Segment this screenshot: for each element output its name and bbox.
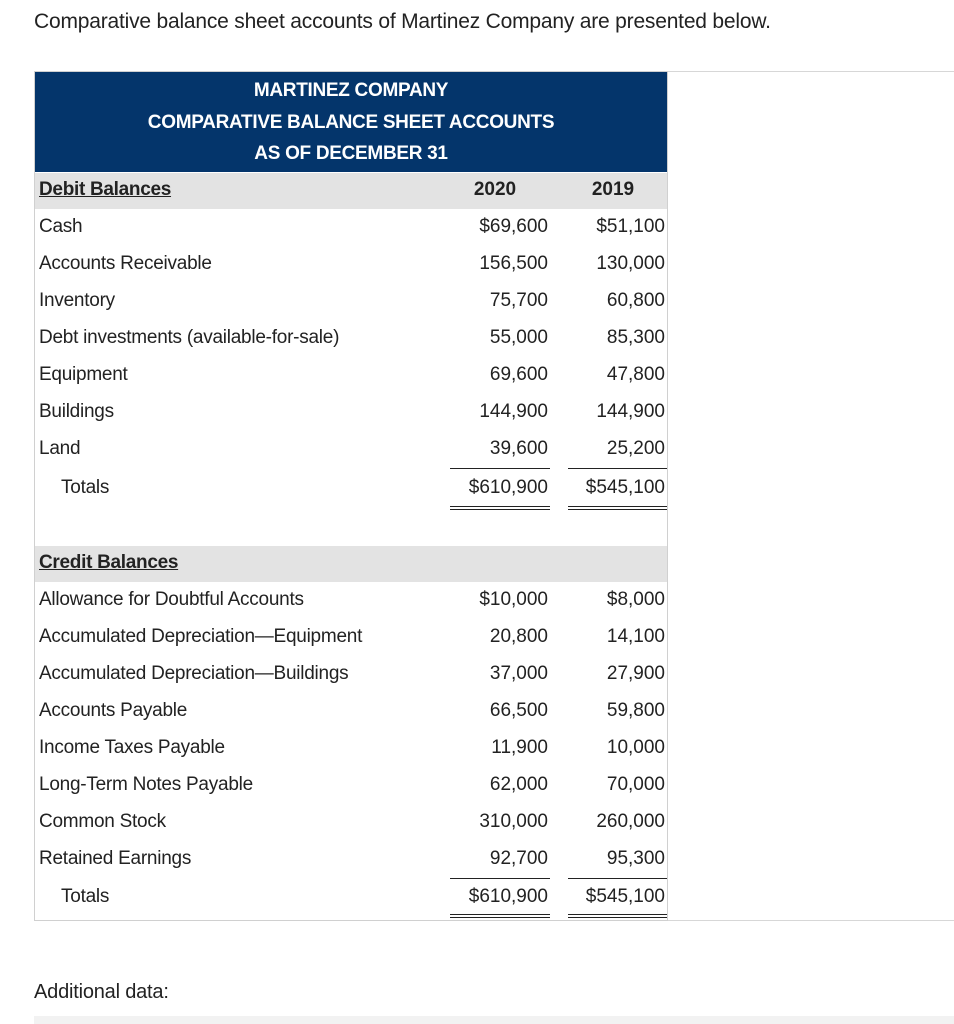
- value-2019: 59,800: [606, 700, 665, 721]
- value-2020: 55,000: [489, 327, 548, 348]
- row-label: Accounts Receivable: [39, 253, 212, 274]
- value-2020: $69,600: [479, 216, 548, 237]
- table-row: [35, 768, 667, 805]
- credit-header-row: [35, 546, 667, 582]
- total-2020: $610,900: [468, 477, 548, 498]
- value-2019: $8,000: [606, 589, 665, 610]
- company-name: MARTINEZ COMPANY: [253, 80, 449, 101]
- row-label: Allowance for Doubtful Accounts: [39, 589, 304, 610]
- table-row: [35, 358, 667, 395]
- row-label: Income Taxes Payable: [39, 737, 225, 758]
- value-2020: 92,700: [489, 848, 548, 869]
- bottom-divider: [668, 920, 954, 921]
- row-label: Accumulated Depreciation—Equipment: [39, 626, 363, 647]
- row-label: Accounts Payable: [39, 700, 188, 721]
- value-2019: 10,000: [606, 737, 665, 758]
- value-2020: 310,000: [479, 811, 548, 832]
- table-row: [35, 247, 667, 284]
- value-2019: 25,200: [606, 438, 665, 459]
- row-label: Retained Earnings: [39, 848, 192, 869]
- row-label: Long-Term Notes Payable: [39, 774, 253, 795]
- total-double-rule-2019: [568, 506, 667, 510]
- value-2020: 11,900: [491, 737, 548, 758]
- table-title-block: [35, 72, 667, 172]
- row-label: Equipment: [39, 364, 128, 385]
- table-row: [35, 842, 667, 879]
- table-row: [35, 321, 667, 358]
- value-2019: 95,300: [606, 848, 665, 869]
- value-2019: 130,000: [596, 253, 665, 274]
- additional-data-label: Additional data:: [34, 981, 169, 1003]
- subtotal-rule-2020: [450, 468, 550, 469]
- value-2019: 260,000: [596, 811, 665, 832]
- value-2019: $51,100: [596, 216, 665, 237]
- total-double-rule-2020: [450, 506, 550, 510]
- value-2019: 60,800: [606, 290, 665, 311]
- value-2020: $10,000: [479, 589, 548, 610]
- year-2020-header: 2020: [473, 179, 517, 200]
- row-label: Debt investments (available-for-sale): [39, 327, 340, 348]
- table-row: [35, 284, 667, 321]
- value-2020: 39,600: [489, 438, 548, 459]
- table-row: [35, 210, 667, 247]
- value-2020: 156,500: [479, 253, 548, 274]
- row-label: Cash: [39, 216, 83, 237]
- row-label: Accumulated Depreciation—Buildings: [39, 663, 349, 684]
- table-row: [35, 657, 667, 694]
- value-2019: 85,300: [606, 327, 665, 348]
- value-2019: 70,000: [606, 774, 665, 795]
- value-2019: 14,100: [606, 626, 665, 647]
- subtotal-rule-2020: [450, 878, 550, 879]
- value-2020: 37,000: [489, 663, 548, 684]
- totals-label: Totals: [61, 886, 110, 907]
- table-row: [35, 694, 667, 731]
- value-2020: 69,600: [489, 364, 548, 385]
- debit-heading: Debit Balances: [39, 179, 172, 200]
- table-row: [35, 731, 667, 768]
- top-divider: [668, 71, 954, 72]
- credit-heading: Credit Balances: [39, 552, 179, 573]
- subtotal-rule-2019: [568, 468, 667, 469]
- total-double-rule-2020: [450, 914, 550, 918]
- total-2019: $545,100: [585, 886, 665, 907]
- total-2020: $610,900: [468, 886, 548, 907]
- next-section-band: [34, 1016, 954, 1024]
- table-row: [35, 805, 667, 842]
- table-row: [35, 395, 667, 432]
- total-double-rule-2019: [568, 914, 667, 918]
- subtotal-rule-2019: [568, 878, 667, 879]
- row-label: Buildings: [39, 401, 114, 422]
- value-2019: 47,800: [606, 364, 665, 385]
- total-2019: $545,100: [585, 477, 665, 498]
- value-2020: 66,500: [489, 700, 548, 721]
- value-2020: 144,900: [479, 401, 548, 422]
- totals-row: [35, 471, 667, 508]
- value-2020: 20,800: [489, 626, 548, 647]
- row-label: Inventory: [39, 290, 115, 311]
- totals-label: Totals: [61, 477, 110, 498]
- value-2019: 27,900: [606, 663, 665, 684]
- intro-text: Comparative balance sheet accounts of Martinez Company are presented below.: [34, 10, 771, 33]
- statement-date: AS OF DECEMBER 31: [254, 143, 448, 164]
- statement-title: COMPARATIVE BALANCE SHEET ACCOUNTS: [147, 112, 555, 133]
- debit-header-row: [35, 173, 667, 209]
- row-label: Common Stock: [39, 811, 166, 832]
- table-row: [35, 583, 667, 620]
- totals-row: [35, 880, 667, 917]
- value-2020: 62,000: [489, 774, 548, 795]
- table-row: [35, 620, 667, 657]
- year-2019-header: 2019: [591, 179, 635, 200]
- row-label: Land: [39, 438, 81, 459]
- table-row: [35, 432, 667, 469]
- value-2020: 75,700: [489, 290, 548, 311]
- value-2019: 144,900: [596, 401, 665, 422]
